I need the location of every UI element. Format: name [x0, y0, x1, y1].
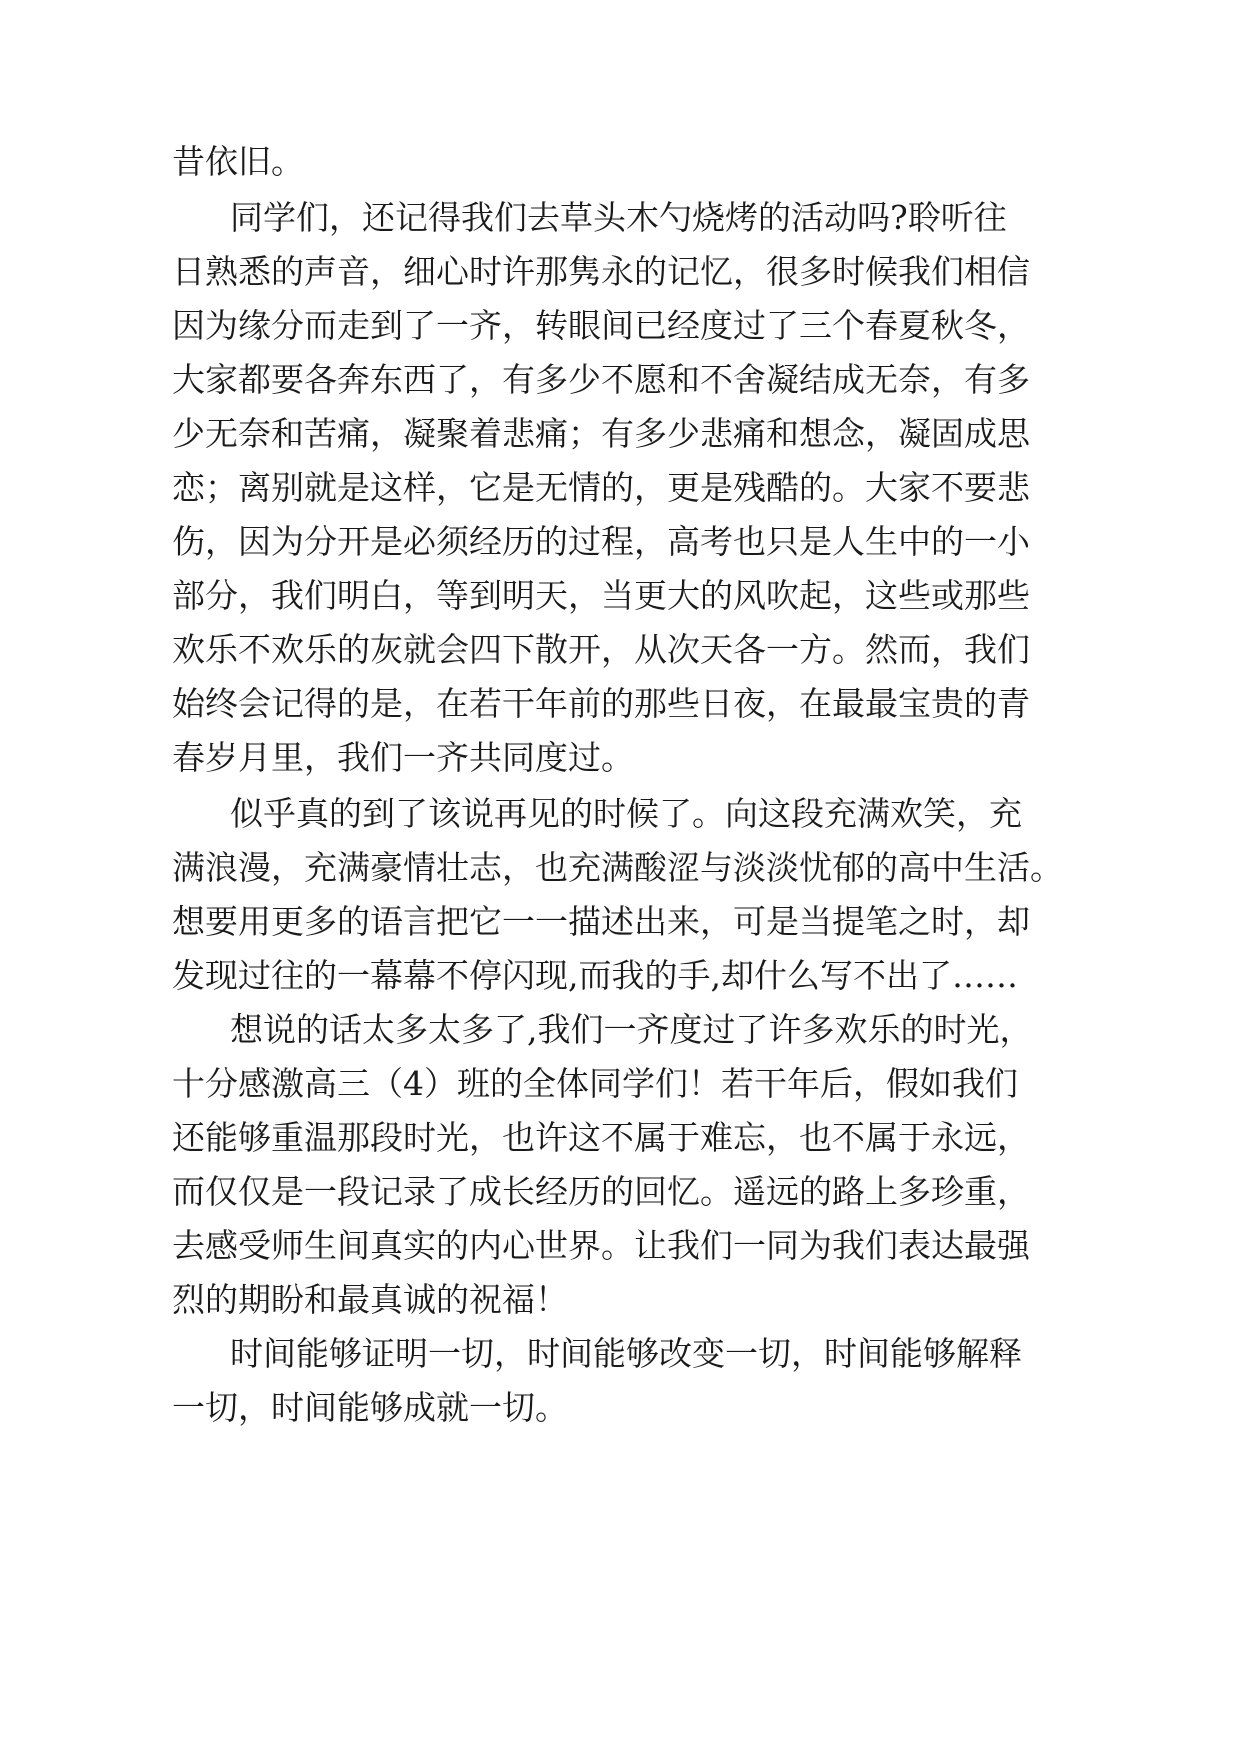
text-line: 欢乐不欢乐的灰就会四下散开，从次天各一方。然而，我们	[172, 630, 1030, 669]
text-line: 部分，我们明白，等到明天，当更大的风吹起，这些或那些	[172, 576, 1030, 615]
text-line: 发现过往的一幕幕不停闪现,而我的手,却什么写不出了……	[172, 956, 1018, 995]
text-line: 满浪漫，充满豪情壮志，也充满酸涩与淡淡忧郁的高中生活。	[172, 848, 1063, 887]
text-line: 似乎真的到了该说再见的时候了。向这段充满欢笑，充	[230, 794, 1022, 833]
text-line: 大家都要各奔东西了，有多少不愿和不舍凝结成无奈，有多	[172, 360, 1030, 399]
text-line: 伤，因为分开是必须经历的过程，高考也只是人生中的一小	[172, 522, 1030, 561]
text-line: 日熟悉的声音，细心时许那隽永的记忆，很多时候我们相信	[172, 252, 1030, 291]
text-line: 因为缘分而走到了一齐，转眼间已经度过了三个春夏秋冬，	[172, 306, 1030, 345]
text-line: 一切，时间能够成就一切。	[172, 1388, 568, 1427]
text-line: 昔依旧。	[172, 142, 304, 181]
text-line: 少无奈和苦痛，凝聚着悲痛；有多少悲痛和想念，凝固成思	[172, 414, 1030, 453]
text-line: 同学们，还记得我们去草头木勺烧烤的活动吗?聆听往	[230, 198, 1007, 237]
text-line: 烈的期盼和最真诚的祝福！	[172, 1280, 568, 1319]
text-line: 而仅仅是一段记录了成长经历的回忆。遥远的路上多珍重，	[172, 1172, 1030, 1211]
text-line: 还能够重温那段时光，也许这不属于难忘，也不属于永远，	[172, 1118, 1030, 1157]
text-line: 始终会记得的是，在若干年前的那些日夜，在最最宝贵的青	[172, 684, 1030, 723]
text-line: 去感受师生间真实的内心世界。让我们一同为我们表达最强	[172, 1226, 1030, 1265]
text-line: 春岁月里，我们一齐共同度过。	[172, 738, 634, 777]
text-line: 十分感激高三（4）班的全体同学们！若干年后，假如我们	[172, 1064, 1018, 1103]
text-line: 想要用更多的语言把它一一描述出来，可是当提笔之时，却	[172, 902, 1030, 941]
text-line: 时间能够证明一切，时间能够改变一切，时间能够解释	[230, 1334, 1022, 1373]
text-line: 恋；离别就是这样，它是无情的，更是残酷的。大家不要悲	[172, 468, 1030, 507]
text-line: 想说的话太多太多了,我们一齐度过了许多欢乐的时光，	[230, 1010, 1033, 1049]
